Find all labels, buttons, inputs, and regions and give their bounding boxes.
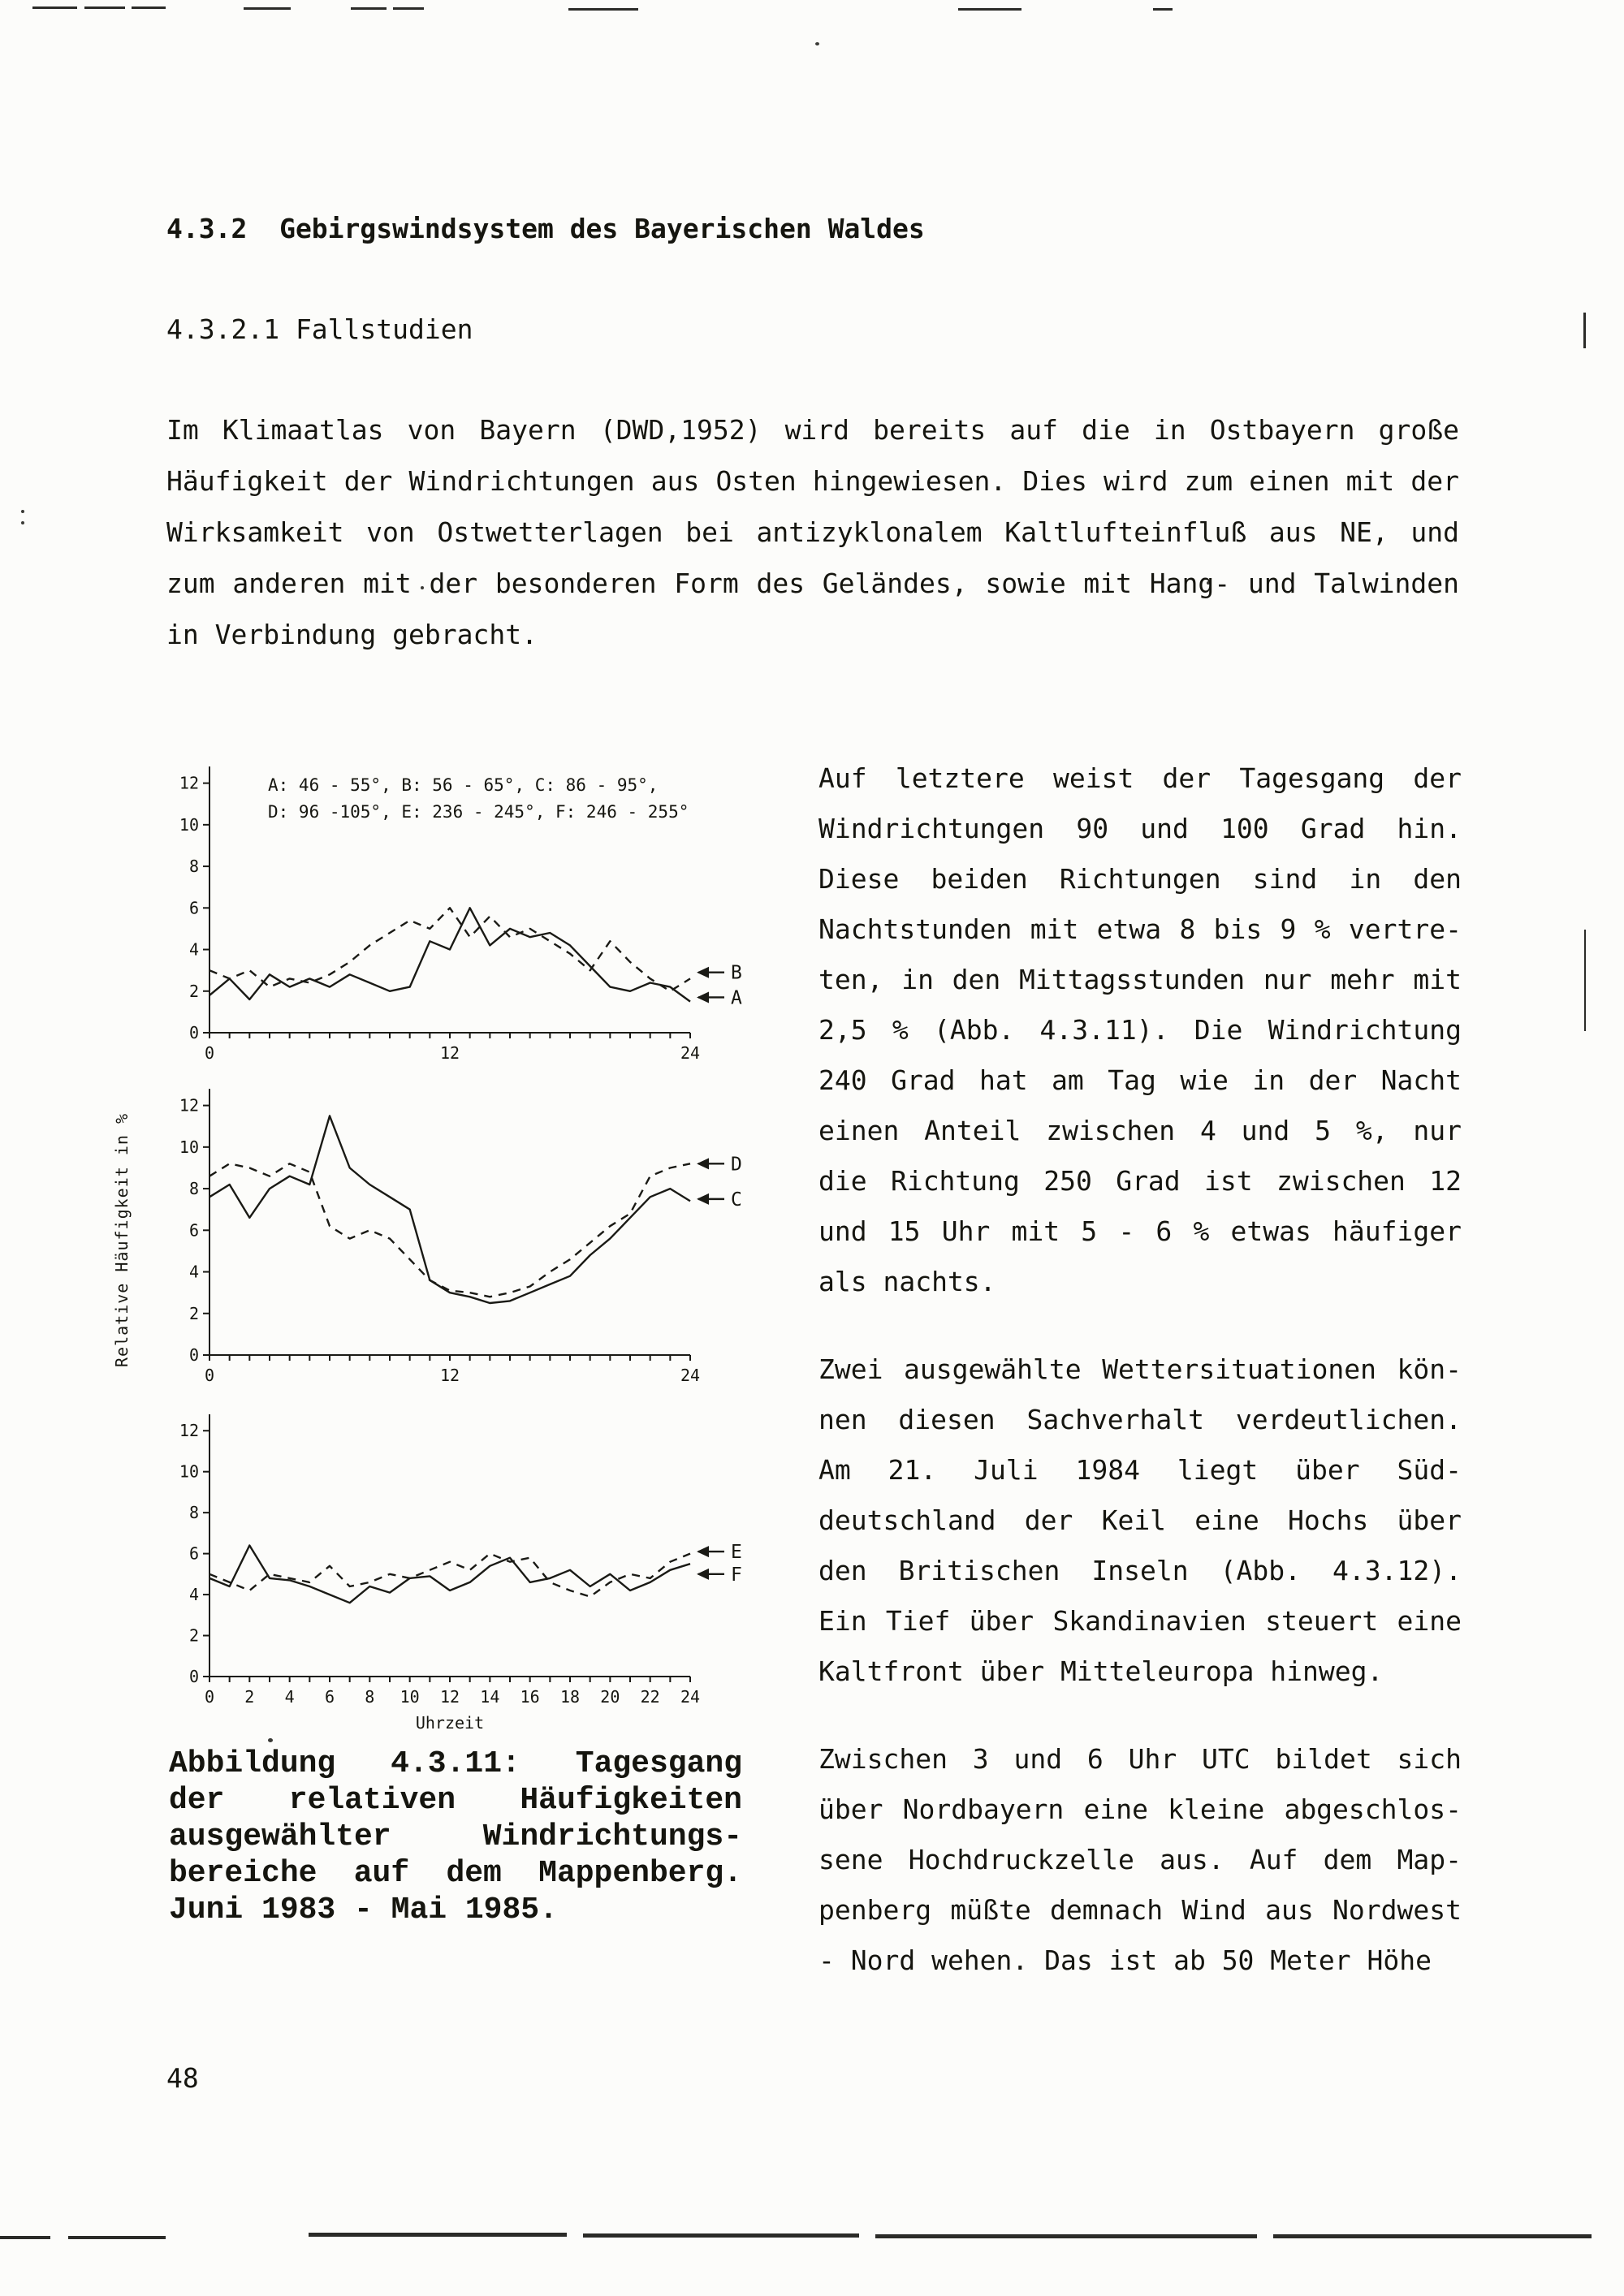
svg-text:2: 2 <box>188 981 199 1001</box>
scan-artifact <box>21 510 24 513</box>
intro-paragraph <box>166 404 1459 660</box>
svg-text:24: 24 <box>680 1366 701 1385</box>
text-line: als nachts. <box>818 1266 996 1297</box>
text-line: über Nordbayern eine kleine abgeschlos- <box>818 1793 1462 1825</box>
svg-text:F: F <box>731 1564 742 1586</box>
text-line: in Verbindung gebracht. <box>166 619 538 650</box>
svg-text:8: 8 <box>365 1687 375 1707</box>
text-line: Zwei ausgewählte Wettersituationen kön- <box>818 1353 1462 1385</box>
section-heading: 4.3.2 Gebirgswindsystem des Bayerischen Waldes <box>166 213 925 244</box>
text-line: nen diesen Sachverhalt verdeutlichen. <box>818 1404 1462 1435</box>
svg-text:4: 4 <box>188 1262 199 1282</box>
text-line: Juni 1983 - Mai 1985. <box>169 1892 558 1927</box>
svg-text:2: 2 <box>188 1625 199 1646</box>
text-line: D: 96 -105°, E: 236 - 245°, F: 246 - 255° <box>268 802 689 822</box>
svg-text:E: E <box>731 1542 742 1564</box>
svg-text:10: 10 <box>179 1137 199 1157</box>
scan-artifact <box>132 6 166 9</box>
chart-legend <box>268 772 689 826</box>
chart-svg <box>171 1399 796 1768</box>
svg-text:12: 12 <box>439 1366 460 1385</box>
text-line: zum anderen mit der besonderen Form des Geländes, sowie mit Hang- und Talwinden <box>166 568 1459 599</box>
scan-artifact <box>1273 2234 1592 2238</box>
scan-artifact <box>1584 930 1586 1031</box>
svg-text:0: 0 <box>204 1366 215 1385</box>
scan-artifact <box>875 2234 1257 2238</box>
line-chart-wind-directions-cd <box>171 1073 796 1390</box>
svg-text:C: C <box>731 1189 742 1211</box>
svg-text:10: 10 <box>179 1461 199 1482</box>
svg-text:20: 20 <box>600 1687 620 1707</box>
series-C <box>209 1116 690 1303</box>
text-line: penberg müßte demnach Wind aus Nordwest <box>818 1894 1462 1926</box>
svg-text:12: 12 <box>179 1421 199 1441</box>
scan-artifact <box>21 521 24 524</box>
text-line: einen Anteil zwischen 4 und 5 %, nur <box>818 1115 1462 1146</box>
svg-text:0: 0 <box>188 1667 199 1686</box>
svg-text:12: 12 <box>439 1687 460 1707</box>
text-line: Abbildung 4.3.11: Tagesgang <box>169 1746 742 1781</box>
svg-text:Uhrzeit: Uhrzeit <box>415 1713 485 1733</box>
scan-artifact <box>393 7 424 10</box>
svg-text:4: 4 <box>188 1585 199 1605</box>
svg-text:B: B <box>731 962 742 984</box>
svg-text:6: 6 <box>188 1220 199 1241</box>
text-line: Zwischen 3 und 6 Uhr UTC bildet sich <box>818 1743 1462 1775</box>
svg-text:8: 8 <box>188 1179 199 1199</box>
svg-text:4: 4 <box>188 939 199 960</box>
svg-text:8: 8 <box>188 1503 199 1523</box>
text-line: bereiche auf dem Mappenberg. <box>169 1856 742 1891</box>
text-line: 2,5 % (Abb. 4.3.11). Die Windrichtung <box>818 1014 1462 1046</box>
text-line: Wirksamkeit von Ostwetterlagen bei antizyklonalem Kaltlufteinfluß aus NE, und <box>166 516 1459 548</box>
svg-text:2: 2 <box>188 1303 199 1323</box>
text-line: Am 21. Juli 1984 liegt über Süd- <box>818 1454 1462 1486</box>
text-line: und 15 Uhr mit 5 - 6 % etwas häufiger <box>818 1215 1462 1247</box>
scan-artifact <box>84 6 125 9</box>
paragraph <box>818 1734 1462 1986</box>
svg-text:22: 22 <box>640 1687 660 1707</box>
chart-svg <box>171 1073 796 1390</box>
svg-text:12: 12 <box>179 1095 199 1116</box>
text-line: Nachtstunden mit etwa 8 bis 9 % vertre- <box>818 913 1462 945</box>
text-line: Kaltfront über Mitteleuropa hinweg. <box>818 1655 1384 1687</box>
svg-text:0: 0 <box>188 1023 199 1042</box>
svg-text:10: 10 <box>400 1687 420 1707</box>
text-line: Ein Tief über Skandinavien steuert eine <box>818 1605 1462 1637</box>
svg-text:6: 6 <box>188 898 199 918</box>
scan-artifact <box>568 8 638 11</box>
scan-artifact <box>583 2233 859 2238</box>
scan-artifact <box>68 2236 166 2239</box>
scan-artifact <box>958 8 1021 11</box>
text-line: ausgewählter Windrichtungs- <box>169 1819 742 1854</box>
text-line: Im Klimaatlas von Bayern (DWD,1952) wird bereits auf die in Ostbayern große <box>166 414 1459 446</box>
scan-artifact <box>351 7 387 10</box>
svg-text:0: 0 <box>188 1345 199 1365</box>
text-line: der relativen Häufigkeiten <box>169 1783 742 1818</box>
svg-text:8: 8 <box>188 857 199 877</box>
svg-text:16: 16 <box>520 1687 540 1707</box>
text-line: Häufigkeit der Windrichtungen aus Osten hingewiesen. Dies wird zum einen mit der <box>166 465 1459 497</box>
svg-text:24: 24 <box>680 1043 701 1063</box>
text-line: sene Hochdruckzelle aus. Auf dem Map- <box>818 1844 1462 1875</box>
scan-artifact <box>1583 313 1586 348</box>
svg-text:0: 0 <box>204 1043 215 1063</box>
svg-text:18: 18 <box>559 1687 581 1707</box>
svg-text:6: 6 <box>188 1543 199 1564</box>
svg-text:12: 12 <box>179 773 199 793</box>
scan-artifact <box>32 6 77 9</box>
text-line: die Richtung 250 Grad ist zwischen 12 <box>818 1165 1462 1197</box>
line-chart-wind-directions-ef <box>171 1399 796 1768</box>
line-chart-wind-directions-ab <box>171 751 796 1068</box>
text-line: Windrichtungen 90 und 100 Grad hin. <box>818 813 1462 844</box>
subsection-heading: 4.3.2.1 Fallstudien <box>166 313 473 345</box>
paragraph <box>818 753 1462 1307</box>
svg-text:12: 12 <box>439 1043 460 1063</box>
series-A <box>209 908 690 1001</box>
scan-artifact <box>815 42 819 45</box>
paragraph <box>818 1344 1462 1697</box>
svg-text:D: D <box>731 1154 742 1176</box>
scan-artifact <box>1153 8 1173 11</box>
text-line: 240 Grad hat am Tag wie in der Nacht <box>818 1064 1462 1096</box>
scan-artifact <box>309 2233 567 2237</box>
text-line: deutschland der Keil eine Hochs über <box>818 1504 1462 1536</box>
svg-text:24: 24 <box>680 1687 701 1707</box>
text-line: Auf letztere weist der Tagesgang der <box>818 762 1462 794</box>
scan-artifact <box>244 7 291 10</box>
scan-artifact <box>0 2236 50 2239</box>
series-F <box>209 1546 690 1603</box>
svg-text:6: 6 <box>324 1687 335 1707</box>
figure-caption <box>169 1746 742 1928</box>
text-line: den Britischen Inseln (Abb. 4.3.12). <box>818 1555 1462 1586</box>
text-line: - Nord wehen. Das ist ab 50 Meter Höhe <box>818 1944 1432 1976</box>
svg-text:4: 4 <box>284 1687 295 1707</box>
svg-text:A: A <box>731 987 742 1009</box>
y-axis-label: Relative Häufigkeit in % <box>112 1113 132 1368</box>
svg-text:0: 0 <box>204 1687 215 1707</box>
svg-text:10: 10 <box>179 814 199 835</box>
text-line: A: 46 - 55°, B: 56 - 65°, C: 86 - 95°, <box>268 775 659 795</box>
page-number: 48 <box>166 2062 199 2094</box>
text-line: Diese beiden Richtungen sind in den <box>818 863 1462 895</box>
right-column <box>818 753 1462 2023</box>
svg-text:2: 2 <box>244 1687 255 1707</box>
svg-text:14: 14 <box>480 1687 500 1707</box>
text-line: ten, in den Mittagsstunden nur mehr mit <box>818 964 1462 995</box>
